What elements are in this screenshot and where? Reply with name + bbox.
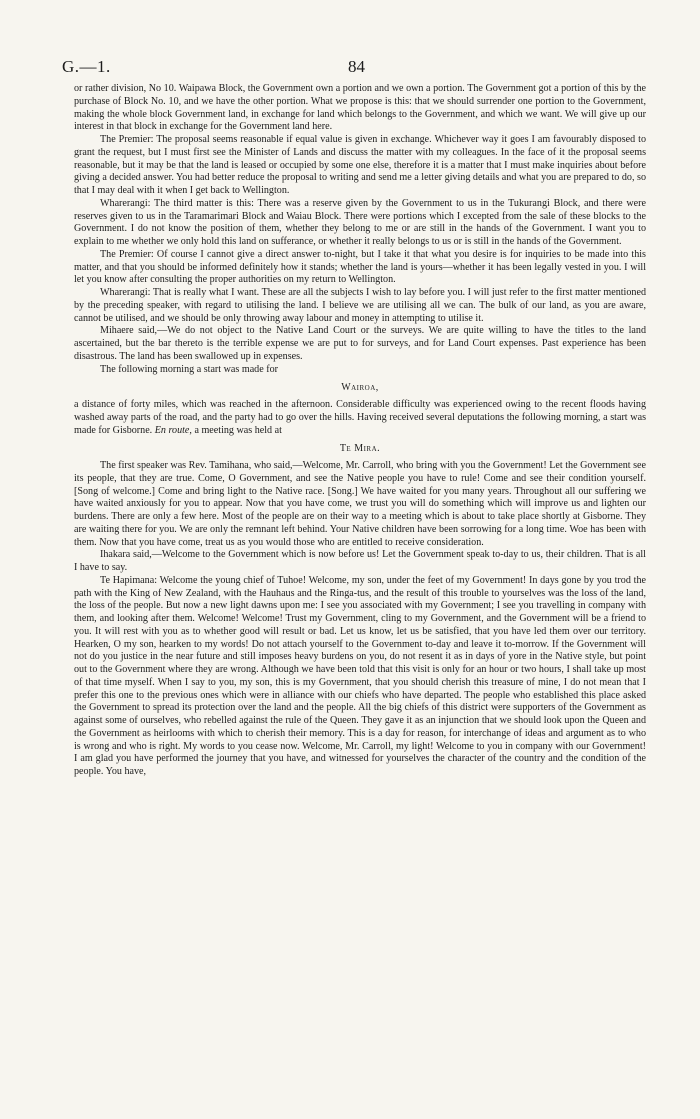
section-heading-te-mira: Te Mira. — [339, 443, 381, 455]
paragraph — [74, 399, 646, 437]
paragraph: The first speaker was Rev. Tamihana, who said,—Welcome, Mr. Carroll, who bring with you the Government! Let the Government see its people, that they are true. Come, O Government, and see the Native people you have to rule! Come and see their condition yourself. [Song of welcome.] Come and bring light to the Native race. [Song.] We have waited for you many years. Throughout all our suffering we have waited anxiously for you to appear. Now that you have come, we trust you will do something which will improve us and lighten our burdens. There are only a few here. Most of the people are on their way to a meeting which is about to take place shortly at Gisborne. They are waiting there for you. We are only the remnant left behind. Your Native children have been sorrowing for a long time. Woe has been with them. Now that you have come, treat us as you would those who are entitled to receive consideration. — [74, 460, 646, 548]
paragraph: The Premier: Of course I cannot give a direct answer to-night, but I take it that what you desire is for inquiries to be made into this matter, and that you should be informed definitely how it stands; whether the land is yours—whether it has been legally vested in you. I will let you know after consulting the proper authorities on my return to Wellington. — [74, 248, 646, 286]
paragraph: The Premier: The proposal seems reasonable if equal value is given in exchange. Whichever way it goes I am favourably disposed to grant the request, but I must first see the Minister of Lands and discuss the matter with my colleagues. In the face of it the proposal seems reasonable, but it may be that the land is leased or occupied by some one else, therefore it is a matter that I must make inquiries about before giving a decided answer. You had better reduce the proposal to writing and send me a letter giving details and what you are prepared to do, so that I may deal with it when I get back to Wellington. — [74, 134, 646, 196]
page-series-label: G.—1. — [62, 57, 111, 76]
paragraph-text: a distance of forty miles, which was reached in the afternoon. Considerable difficulty was experienced owing to the recent floods having washed away parts of the road, and the party had to go over the hills. Having received several deputations the following morning, a start was made for Gisborne. — [74, 399, 646, 436]
paragraph: Ihakara said,—Welcome to the Government which is now before us! Let the Government speak to-day to us, their children. That is all I have to say. — [74, 549, 646, 573]
paragraph: Wharerangi: That is really what I want. These are all the subjects I wish to lay before you. I will just refer to the first matter mentioned by the preceding speaker, with regard to utilising the land. I believe we are utilising all we can. The bulk of our land, as you are aware, cannot be utilised, and we should be only throwing away labour and money in attempting to utilise it. — [74, 287, 646, 324]
document-body — [74, 83, 646, 779]
paragraph: or rather division, No 10. Waipawa Block, the Government own a portion and we own a portion. The Government got a portion of this by the purchase of Block No. 10, and we have the other portion. What we propose is this: that we should surrender one portion to the Government, making the whole block Government land, in exchange for land which belongs to the Government, and which we want. We will give up our interest in that block in exchange for the Government land here. — [74, 83, 646, 133]
paragraph: The following morning a start was made for — [100, 363, 278, 375]
section-heading-wairoa: Wairoa, — [341, 382, 379, 394]
paragraph-text: , a meeting was held at — [189, 424, 282, 436]
paragraph: Mihaere said,—We do not object to the Native Land Court or the surveys. We are quite willing to have the titles to the land ascertained, but the bar thereto is the terrible expense we are put to for surveys, and for Land Court expenses. Past experience has been disastrous. The land has been swallowed up in expenses. — [74, 325, 646, 362]
paragraph-italic-text: En route — [154, 424, 190, 436]
paragraph: Te Hapimana: Welcome the young chief of Tuhoe! Welcome, my son, under the feet of my Government! In days gone by you trod the path with the King of New Zealand, with the Hauhaus and the Ringa-tus, and the result of this trouble to yourselves was the loss of the land, the loss of the people. But now a new light dawns upon me: I see you associated with my Government; I see you travelling in company with them, and looking after them. Welcome! Welcome! Trust my Government, cling to my Government, and the Government will be a friend to you. It will rest with you as to whether good will result or bad. Let us know, let us be satisfied, that you have led them over our territory. Hearken, O my son, hearken to my words! Do not attach yourself to the Government to-day and leave it to-morrow. If the Government will not do you justice in the near future and still imposes heavy burdens on you, do not resent it as in days of yore in the Native style, but point out to the Government where they are wrong. Although we have been told that this visit is only for an hour or two hours, I shall take up most of that time myself. When I say to you, my son, this is my Government, that you should cherish this treasure of mine, I do not mean that I prefer this one to the previous ones which were in alliance with our chiefs who have departed. The people who established this place asked the Government to spread its protection over the land and the people. All the big chiefs of this district were supporters of the Government as against some of ourselves, who rebelled against the rule of the Queen. They gave it as an injunction that we should look upon the Queen and the Government as heirlooms with which to cherish their memory. This is a day for reason, for interchange of ideas and argument as to who is wrong and who is right. My words to you cease now. Welcome, Mr. Carroll, my light! Welcome to you in company with our Government! I am glad you have performed the journey that you have, and witnessed for yourselves the character of the country and the condition of the people. You have, — [74, 574, 646, 777]
paragraph: Wharerangi: The third matter is this: There was a reserve given by the Government to us in the Tukurangi Block, and there were reserves given to us in the Taramarimari Block and Waiau Block. There were portions which I excepted from the sale of these blocks to the Government. I do not know the position of them, whether they belong to me or are still in the hands of the Government. I want you to explain to me whether we only hold this land on sufferance, or whether it really belongs to us or is still in the hands of the Government. — [74, 197, 646, 247]
page-number: 84 — [348, 57, 365, 76]
